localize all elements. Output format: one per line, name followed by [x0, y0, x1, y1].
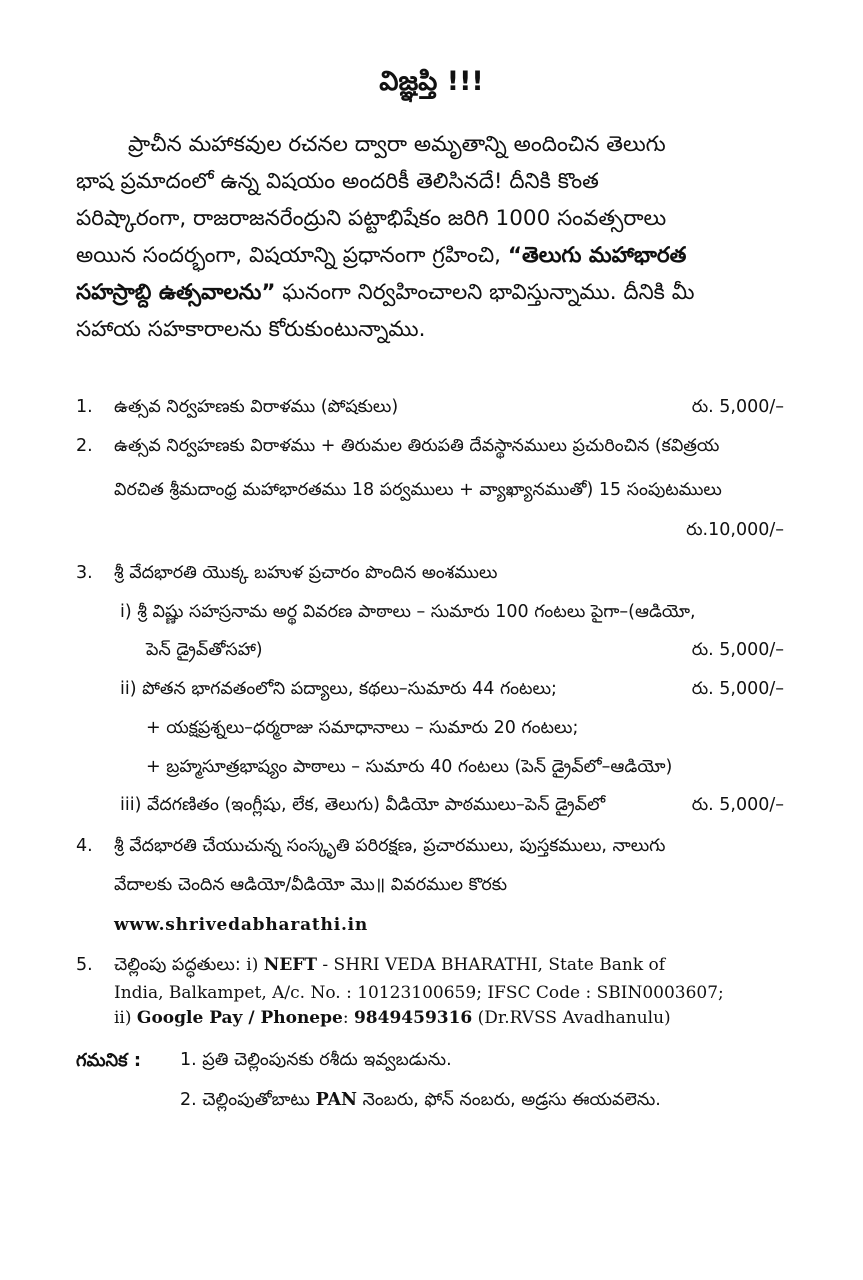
item-text: శ్రీ వేదభారతి యొక్క బహుళ ప్రచారం పొందిన అంశములు — [114, 563, 498, 583]
item-text: ఉత్సవ నిర్వహణకు విరాళము + తిరుమల తిరుపతి దేవస్థానములు ప్రచురించిన (కవిత్రయ — [114, 436, 720, 456]
sub-item-text: i) శ్రీ విష్ణు సహస్రనామ అర్థ వివరణ పాఠాలు – సుమారు 100 గంటలు పైగా–(ఆడియో, — [120, 602, 696, 622]
payment-line — [114, 955, 665, 979]
item-text: ఉత్సవ నిర్వహణకు విరాళము (పోషకులు) — [114, 397, 399, 417]
intro-line: భాష ప్రమాదంలో ఉన్న విషయం అందరికీ తెలిసినదే! దీనికి కొంత — [76, 169, 599, 194]
item-amount: రు. 5,000/– — [691, 795, 784, 815]
gpay-number: 9849459316 — [353, 1008, 473, 1028]
item-number: 3. — [76, 563, 93, 583]
neft-prefix: i) — [246, 955, 264, 975]
neft-label: NEFT — [263, 955, 317, 975]
intro-line — [76, 274, 784, 311]
page-title: విజ్ఞప్తి !!! — [379, 66, 484, 97]
item-amount: రు. 5,000/– — [691, 679, 784, 699]
website-link[interactable]: www.shrivedabharathi.in — [114, 915, 369, 935]
item-text: శ్రీ వేదభారతి చేయుచున్న సంస్కృతి పరిరక్షణ, ప్రచారములు, పుస్తకములు, నాలుగు — [114, 836, 666, 856]
pan-label: PAN — [315, 1090, 358, 1110]
note-item-text: నెంబరు, ఫోన్ నంబరు, అడ్రసు ఈయవలెను. — [357, 1090, 661, 1110]
item-number: 5. — [76, 955, 93, 975]
sub-item-text: + బ్రహ్మసూత్రభాష్యం పాఠాలు – సుమారు 40 గంటలు (పెన్ డ్రైవ్‌లో–ఆడియో) — [146, 757, 673, 777]
item-number: 1. — [76, 397, 93, 417]
item-amount: రు.10,000/– — [686, 520, 784, 540]
gpay-prefix: ii) — [114, 1008, 137, 1028]
intro-line: పరిష్కారంగా, రాజరాజనరేంద్రుని పట్టాభిషేకం జరిగి 1000 సంవత్సరాలు — [76, 206, 667, 231]
gpay-colon: : — [342, 1008, 354, 1028]
payment-label: చెల్లింపు పద్ధతులు: — [114, 955, 241, 975]
gpay-label: Google Pay / Phonepe — [136, 1008, 343, 1028]
gpay-name: (Dr.RVSS Avadhanulu) — [472, 1008, 671, 1028]
note-item-text: 2. చెల్లింపుతోబాటు — [180, 1090, 316, 1110]
sub-item-text: iii) వేదగణితం (ఇంగ్లీషు, లేక, తెలుగు) వీడియో పాఠములు–పెన్ డ్రైవ్‌లో — [120, 795, 606, 815]
intro-line-text: ఘనంగా నిర్వహించాలని భావిస్తున్నాము. దీనికి మీ — [275, 280, 695, 305]
note-label: గమనిక : — [76, 1050, 142, 1071]
note-item — [180, 1090, 661, 1114]
item-text: వేదాలకు చెందిన ఆడియో/వీడియో మొ॥ వివరముల కొరకు — [114, 875, 508, 895]
sub-item-text: + యక్షప్రశ్నలు–ధర్మరాజు సమాధానాలు – సుమారు 20 గంటలు; — [146, 718, 579, 738]
intro-line — [76, 237, 784, 274]
item-text: విరచిత శ్రీమదాంధ్ర మహాభారతము 18 పర్వములు + వ్యాఖ్యానముతో) 15 సంపుటములు — [114, 480, 722, 500]
intro-line: సహాయ సహకారాలను కోరుకుంటున్నాము. — [76, 317, 426, 342]
intro-bold-text: “తెలుగు మహాభారత — [507, 243, 687, 268]
gpay-line — [114, 1008, 671, 1028]
intro-bold-text: సహస్రాబ్ది ఉత్సవాలను” — [76, 280, 276, 305]
intro-line: ప్రాచీన మహాకవుల రచనల ద్వారా అమృతాన్ని అందించిన తెలుగు — [128, 132, 666, 157]
intro-line-text: అయిన సందర్భంగా, విషయాన్ని ప్రధానంగా గ్రహించి, — [76, 243, 502, 268]
note-item: 1. ప్రతి చెల్లింపునకు రశీదు ఇవ్వబడును. — [180, 1050, 452, 1070]
intro-paragraph — [76, 126, 784, 348]
sub-item-text: పెన్ డ్రైవ్‌తోసహా) — [146, 640, 263, 660]
item-number: 4. — [76, 836, 93, 856]
item-number: 2. — [76, 436, 93, 456]
item-amount: రు. 5,000/– — [691, 397, 784, 417]
item-amount: రు. 5,000/– — [691, 640, 784, 660]
sub-item-text: ii) పోతన భాగవతంలోని పద్యాలు, కథలు–సుమారు 44 గంటలు; — [120, 679, 557, 699]
bank-details: India, Balkampet, A/c. No. : 10123100659; IFSC Code : SBIN0003607; — [114, 983, 724, 1003]
neft-details: - SHRI VEDA BHARATHI, State Bank of — [317, 955, 666, 975]
